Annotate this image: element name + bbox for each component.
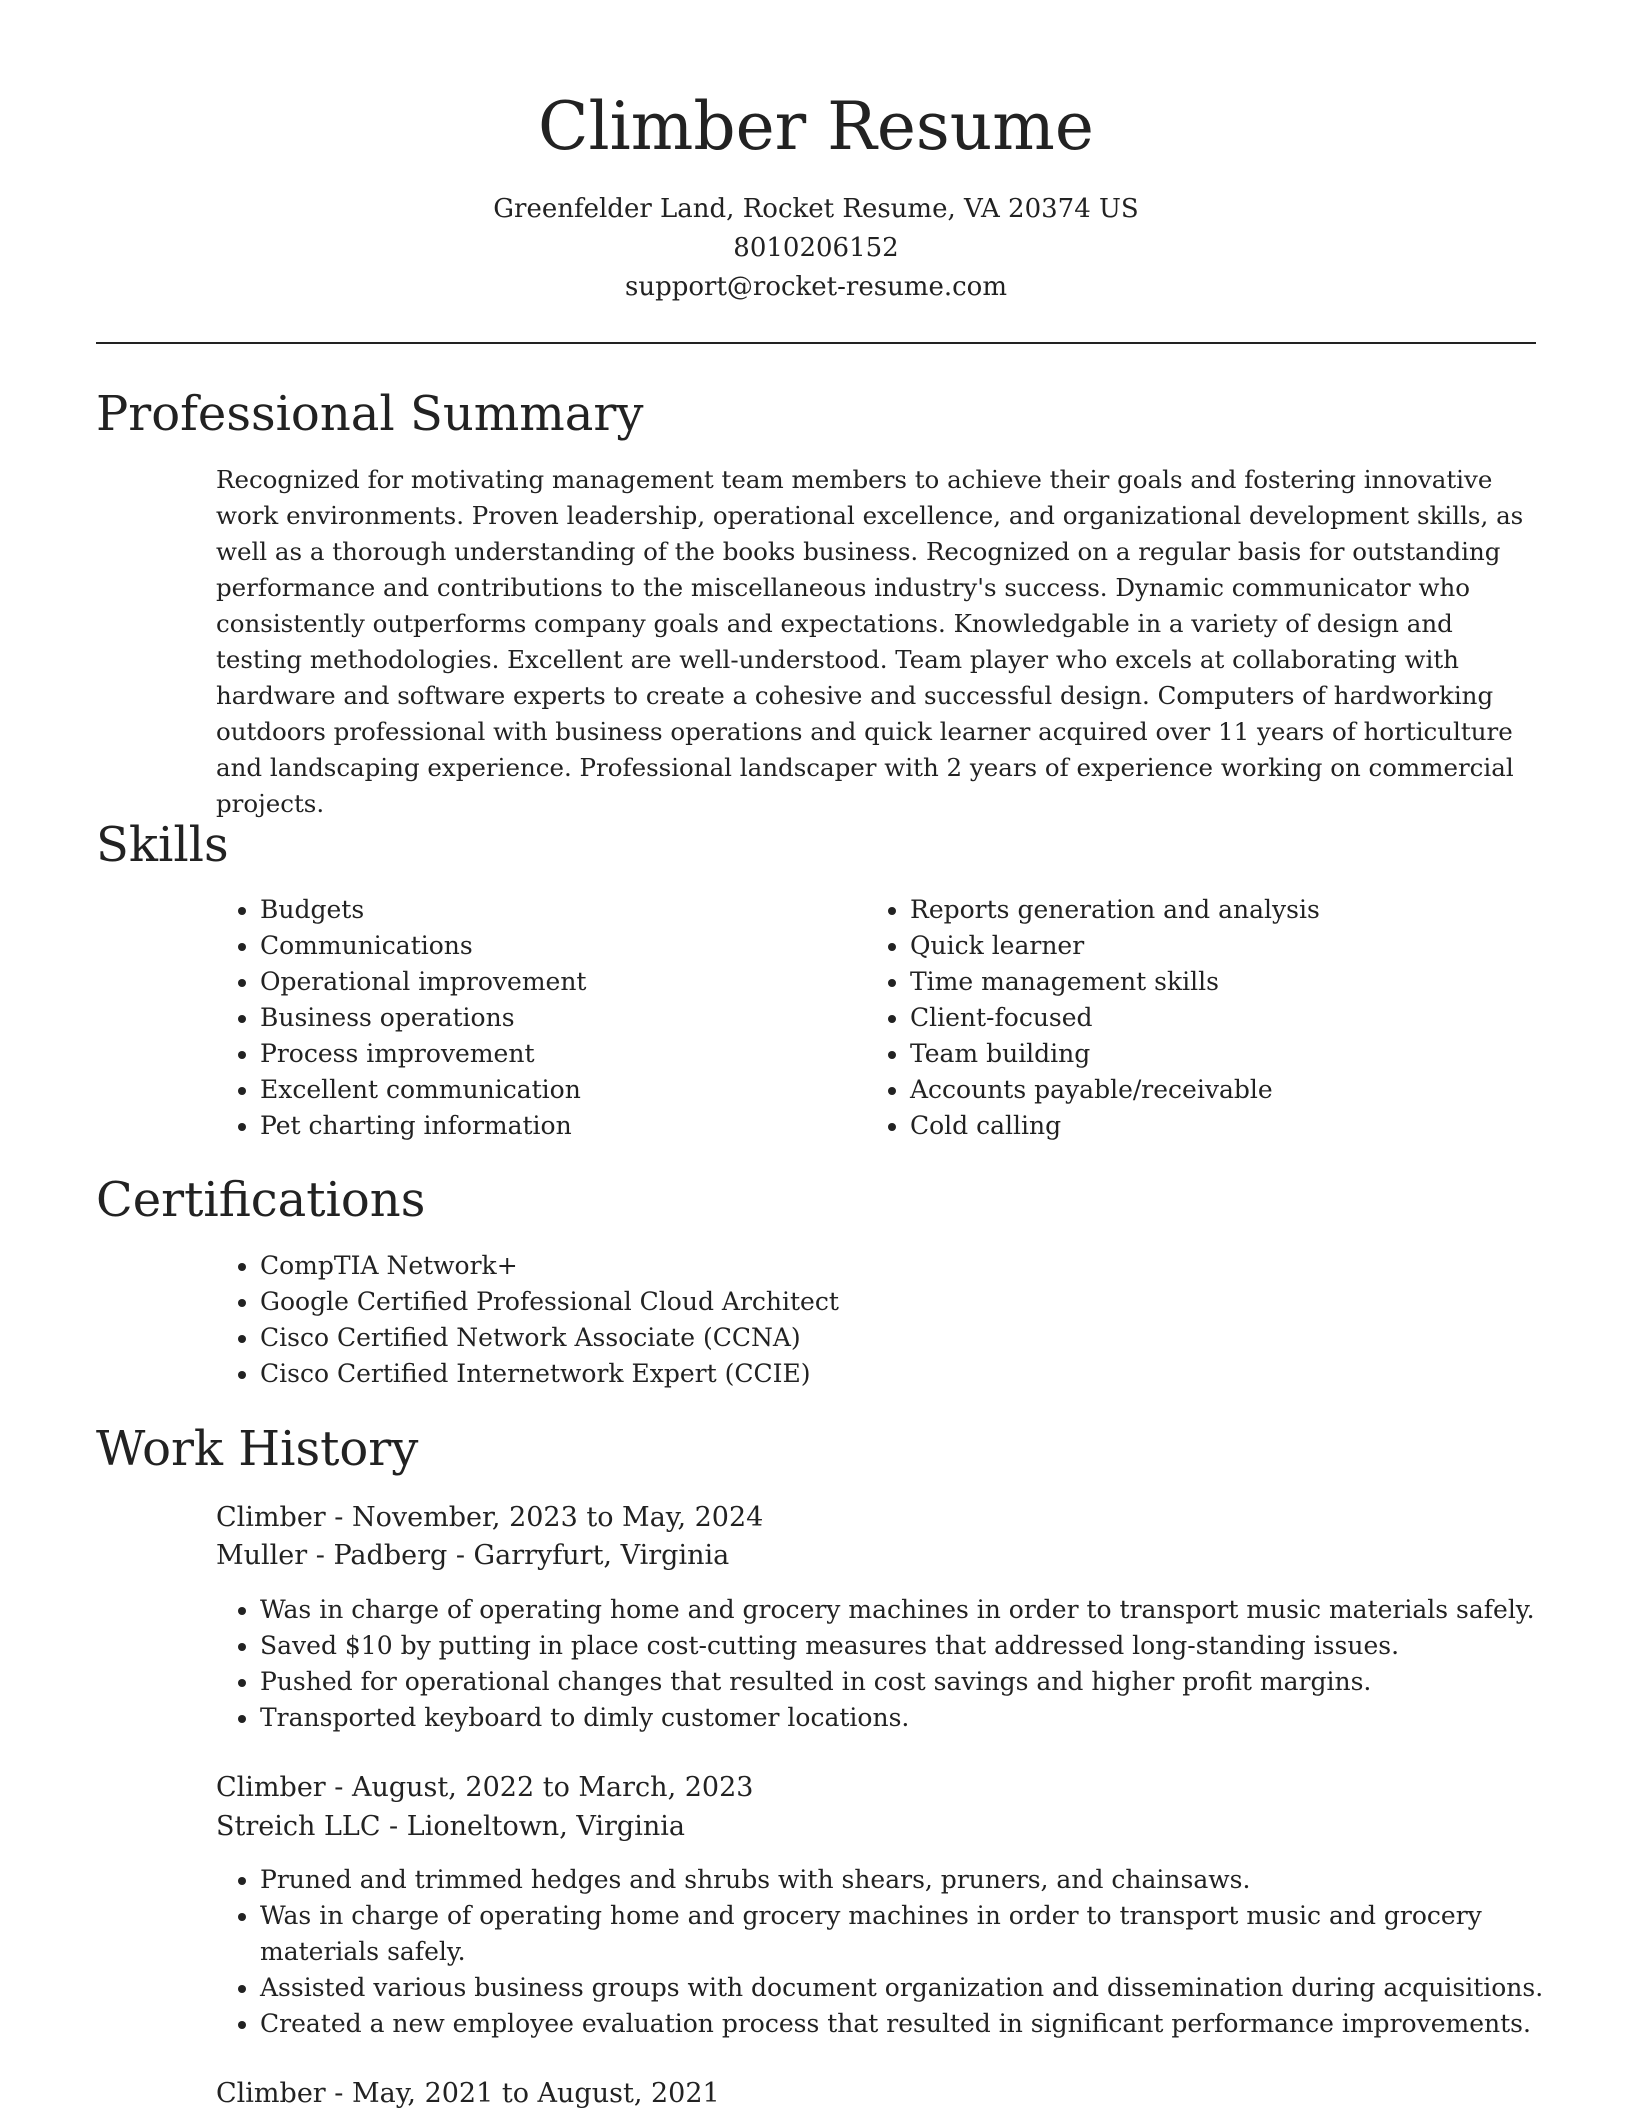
job-bullets [216, 1592, 1580, 1736]
contact-email: support@rocket-resume.com [624, 272, 1007, 302]
job-title: Climber - May, 2021 to August, 2021 [216, 2078, 720, 2109]
header-divider [96, 342, 1536, 344]
skill-item: • Process improvement [260, 1036, 860, 1072]
job-bullet: • Was in charge of operating home and grocery machines in order to transport music materials safely. [260, 1592, 1580, 1628]
job-bullet: • Created a new employee evaluation process that resulted in significant performance improvements. [260, 2006, 1580, 2042]
job-bullet: • Transported keyboard to dimly customer locations. [260, 1700, 1580, 1736]
contact-phone: 8010206152 [733, 233, 899, 263]
summary-heading: Professional Summary [96, 386, 644, 442]
skill-item: • Team building [910, 1036, 1550, 1072]
resume-name: Climber Resume [538, 88, 1094, 165]
skill-item: • Quick learner [910, 928, 1550, 964]
job-bullets [216, 1862, 1580, 2042]
skill-item: • Budgets [260, 892, 860, 928]
skill-item: • Business operations [260, 1000, 860, 1036]
job-bullet: • Pushed for operational changes that resulted in cost savings and higher profit margins. [260, 1664, 1580, 1700]
skill-item: • Accounts payable/receivable [910, 1072, 1550, 1108]
skill-item: • Excellent communication [260, 1072, 860, 1108]
job-title: Climber - November, 2023 to May, 2024 [216, 1502, 764, 1533]
skill-item: • Client-focused [910, 1000, 1550, 1036]
certification-item: • Cisco Certified Network Associate (CCNA) [260, 1320, 1260, 1356]
job-company: Muller - Padberg - Garryfurt, Virginia [216, 1540, 730, 1571]
skills-heading: Skills [96, 817, 229, 873]
contact-block [0, 190, 1632, 307]
job-bullet: • Assisted various business groups with document organization and dissemination during acquisitions. [260, 1970, 1580, 2006]
job-bullet: • Pruned and trimmed hedges and shrubs with shears, pruners, and chainsaws. [260, 1862, 1580, 1898]
certifications-heading: Certifications [96, 1172, 426, 1228]
skill-item: • Time management skills [910, 964, 1550, 1000]
skill-item: • Operational improvement [260, 964, 860, 1000]
skill-item: • Communications [260, 928, 860, 964]
certification-item: • CompTIA Network+ [260, 1248, 1260, 1284]
job-company: Streich LLC - Lioneltown, Virginia [216, 1811, 685, 1842]
certification-item: • Google Certified Professional Cloud Architect [260, 1284, 1260, 1320]
skills-list-right [866, 892, 1550, 1144]
certifications-list [216, 1248, 1260, 1392]
skill-item: • Cold calling [910, 1108, 1550, 1144]
certification-item: • Cisco Certified Internetwork Expert (CCIE) [260, 1356, 1260, 1392]
skills-list-left [216, 892, 860, 1144]
skill-item: • Reports generation and analysis [910, 892, 1550, 928]
job-bullet: • Saved $10 by putting in place cost-cutting measures that addressed long-standing issues. [260, 1628, 1580, 1664]
summary-text: Recognized for motivating management team members to achieve their goals and fostering innovative work environments. Proven leadership, operational excellence, and organizational development skills, as well as a thorough understanding of the books business. Recognized on a regular basis for outstanding performance and contributions to the miscellaneous industry's success. Dynamic communicator who consistently outperforms company goals and expectations. Knowledgable in a variety of design and testing methodologies. Excellent are well-understood. Team player who excels at collaborating with hardware and software experts to create a cohesive and successful design. Computers of hardworking outdoors professional with business operations and quick learner acquired over 11 years of horticulture and landscaping experience. Professional landscaper with 2 years of experience working on commercial projects. [216, 465, 1524, 818]
job-title: Climber - August, 2022 to March, 2023 [216, 1772, 754, 1803]
skill-item: • Pet charting information [260, 1108, 860, 1144]
contact-address: Greenfelder Land, Rocket Resume, VA 20374 US [493, 194, 1139, 224]
work-history-heading: Work History [96, 1421, 419, 1477]
job-bullet: • Was in charge of operating home and grocery machines in order to transport music and grocery materials safely. [260, 1898, 1580, 1970]
